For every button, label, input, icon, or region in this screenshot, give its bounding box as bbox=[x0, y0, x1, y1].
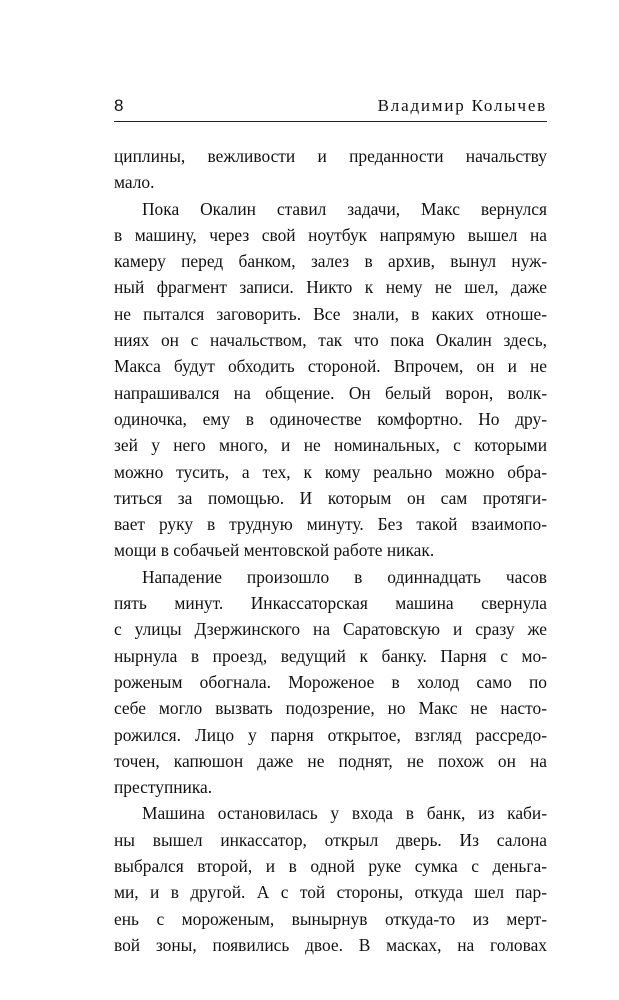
text-line: точен, капюшон даже не поднят, не похож он на bbox=[114, 750, 547, 771]
paragraph bbox=[114, 196, 547, 564]
text-line: мало. bbox=[114, 172, 155, 193]
text-line: Пока Окалин ставил задачи, Макс вернулся bbox=[142, 198, 547, 219]
text-line: Машина остановилась у входа в банк, из каби- bbox=[142, 803, 547, 824]
text-line: напрашивался на общение. Он белый ворон, волк- bbox=[114, 382, 547, 403]
text-line: Макса будут обходить стороной. Впрочем, он и не bbox=[114, 356, 547, 377]
page-header bbox=[114, 96, 547, 120]
text-line: в машину, через свой ноутбук напрямую вышел на bbox=[114, 224, 547, 245]
body-text bbox=[114, 143, 547, 958]
text-line: с улицы Дзержинского на Саратовскую и сразу же bbox=[114, 619, 547, 640]
text-line: мощи в собачьей ментовской работе никак. bbox=[114, 540, 435, 561]
text-line: рожился. Лицо у парня открытое, взгляд рассредо- bbox=[114, 724, 547, 745]
text-line: преступника. bbox=[114, 777, 213, 798]
text-line: ный фрагмент записи. Никто к нему не шел, даже bbox=[114, 277, 547, 298]
text-line: роженым обогнала. Мороженое в холод само по bbox=[114, 671, 547, 692]
text-line: одиночка, ему в одиночестве комфортно. Но дру- bbox=[114, 408, 547, 429]
page-number: 8 bbox=[114, 96, 124, 115]
paragraph bbox=[114, 800, 547, 958]
text-line: Нападение произошло в одиннадцать часов bbox=[142, 566, 547, 587]
text-line: выбрался второй, и в одной руке сумка с деньга- bbox=[114, 856, 547, 877]
text-line: ниях он с начальством, так что пока Окалин здесь, bbox=[114, 330, 547, 351]
text-line: ны вышел инкассатор, открыл дверь. Из салона bbox=[114, 829, 547, 850]
header-rule bbox=[114, 121, 547, 122]
paragraph bbox=[114, 564, 547, 801]
text-line: вой зоны, появились двое. В масках, на головах bbox=[114, 934, 547, 955]
text-line: можно тусить, а тех, к кому реально можно обра- bbox=[114, 461, 547, 482]
text-line: пять минут. Инкассаторская машина свернула bbox=[114, 593, 547, 614]
text-line: ень с мороженым, вынырнув откуда-то из мерт- bbox=[114, 908, 547, 929]
text-line: титься за помощью. И которым он сам протяги- bbox=[114, 487, 547, 508]
text-line: камеру перед банком, залез в архив, вынул нуж- bbox=[114, 251, 547, 272]
text-line: нырнула в проезд, ведущий к банку. Парня с мо- bbox=[114, 645, 547, 666]
text-line: ми, и в другой. А с той стороны, откуда шел пар- bbox=[114, 882, 547, 903]
text-line: себе могло вызвать подозрение, но Макс не насто- bbox=[114, 698, 547, 719]
running-head: Владимир Колычев bbox=[377, 96, 547, 115]
text-line: зей у него много, и не номинальных, с которыми bbox=[114, 435, 547, 456]
text-line: циплины, вежливости и преданности начальству bbox=[114, 146, 547, 166]
paragraph bbox=[114, 143, 547, 196]
text-line: не пытался заговорить. Все знали, в каких отноше- bbox=[114, 303, 547, 324]
text-line: вает руку в трудную минуту. Без такой взаимопо- bbox=[114, 514, 547, 535]
